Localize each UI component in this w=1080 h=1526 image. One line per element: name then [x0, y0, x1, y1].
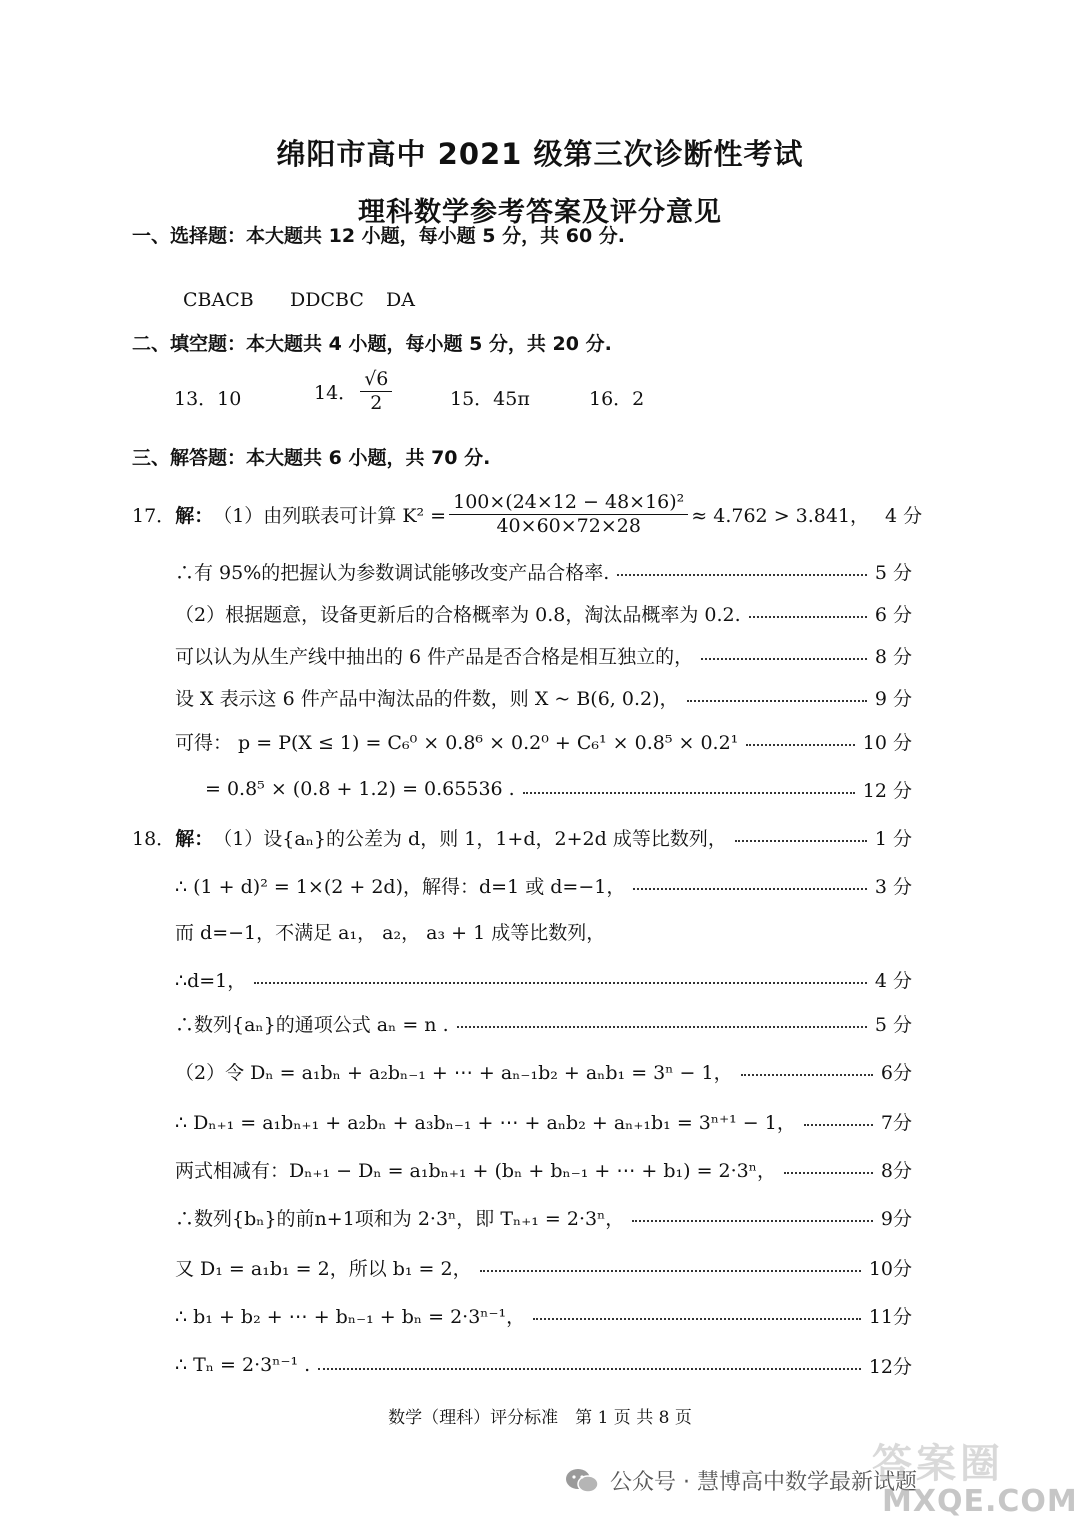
step-score: 11分 — [868, 1305, 912, 1328]
fill-answer-14 — [314, 368, 395, 415]
dot-leader — [741, 1074, 873, 1076]
q18-step — [175, 1350, 912, 1380]
step-score: 8分 — [880, 1159, 912, 1182]
watermark-logo-text: 答案圈 — [872, 1441, 1004, 1487]
fraction-numerator: √6 — [360, 368, 392, 392]
step-text: 而 d=−1，不满足 a₁， a₂， a₃ + 1 成等比数列， — [175, 921, 606, 944]
dot-leader — [735, 840, 867, 842]
watermark-text: 公众号 · 慧博高中数学最新试题 — [610, 1470, 917, 1495]
q17-step — [175, 726, 912, 756]
q18-step — [175, 916, 912, 946]
step-text: ∴ (1 + d)² = 1×(2 + 2d)，解得：d=1 或 d=−1， — [175, 875, 626, 898]
dot-leader — [254, 982, 867, 984]
dot-leader — [457, 1026, 867, 1028]
step-score: 6分 — [880, 1061, 912, 1084]
page-subtitle: 理科数学参考答案及评分意见 — [358, 197, 722, 228]
step-text: 设 X 表示这 6 件产品中淘汰品的件数，则 X ~ B(6, 0.2)， — [175, 687, 679, 710]
dot-leader — [804, 1124, 873, 1126]
q18-step — [175, 1252, 912, 1282]
step-text: 又 D₁ = a₁b₁ = 2，所以 b₁ = 2， — [175, 1257, 472, 1280]
q18-label: 18． — [132, 827, 176, 850]
watermark-site: MXQE.COM — [882, 1484, 1078, 1519]
dot-leader — [746, 744, 854, 746]
choice-answers-group2: DDCBC — [290, 289, 364, 311]
step-text: ∴ Dₙ₊₁ = a₁bₙ₊₁ + a₂bₙ + a₃bₙ₋₁ + ⋯ + aₙb₂ + aₙ₊₁b₁ = 3ⁿ⁺¹ − 1， — [175, 1111, 796, 1134]
section3-heading: 三、解答题：本大题共 6 小题，共 70 分. — [132, 447, 491, 469]
section1-heading: 一、选择题：本大题共 12 小题，每小题 5 分，共 60 分. — [132, 225, 626, 247]
step-score: 9 分 — [874, 687, 912, 710]
step-text: ∴d=1， — [175, 969, 247, 992]
dot-leader — [687, 700, 867, 702]
page-footer: 数学（理科）评分标准 第 1 页 共 8 页 — [388, 1408, 692, 1428]
step-score: 4 分 — [874, 969, 912, 992]
dot-leader — [784, 1172, 873, 1174]
step-text: 两式相减有：Dₙ₊₁ − Dₙ = a₁bₙ₊₁ + (bₙ + bₙ₋₁ + ⋯ + b₁) = 2·3ⁿ， — [175, 1159, 776, 1182]
q17-fraction-numerator: 100×(24×12 − 48×16)² — [449, 491, 688, 515]
q17-step — [175, 640, 912, 670]
step-text: 可得： p = P(X ≤ 1) = C₆⁰ × 0.8⁶ × 0.2⁰ + C₆¹ × 0.8⁵ × 0.2¹ — [175, 731, 739, 754]
step-score: 10 分 — [862, 731, 912, 754]
step-text: ∴ Tₙ = 2·3ⁿ⁻¹ . — [175, 1354, 311, 1376]
q18-step — [175, 1154, 912, 1184]
dot-leader — [749, 616, 867, 618]
q18-step — [175, 1202, 912, 1232]
step-score: 9分 — [880, 1207, 912, 1230]
q17-jie: 解： — [175, 504, 214, 527]
step-text: ∴数列{bₙ}的前n+1项和为 2·3ⁿ，即 Tₙ₊₁ = 2·3ⁿ， — [175, 1207, 625, 1230]
fill-answer-15: 15．45π — [450, 388, 530, 410]
q17-k2-fraction — [449, 491, 688, 538]
dot-leader — [617, 574, 867, 576]
step-text: （2）令 Dₙ = a₁bₙ + a₂bₙ₋₁ + ⋯ + aₙ₋₁b₂ + aₙb₁ = 3ⁿ − 1， — [175, 1061, 733, 1084]
step-score: 7分 — [880, 1111, 912, 1134]
step-score: 8 分 — [874, 645, 912, 668]
q17-line1-score: 4 分 — [885, 504, 923, 527]
q17-step — [175, 598, 912, 628]
q17-line1 — [132, 484, 923, 544]
dot-leader — [480, 1270, 861, 1272]
step-text: （2）根据题意，设备更新后的合格概率为 0.8，淘汰品概率为 0.2. — [175, 603, 741, 626]
fill-answer-14-label: 14． — [314, 381, 358, 404]
q18-step — [175, 1056, 912, 1086]
step-text: ∴有 95%的把握认为参数调试能够改变产品合格率. — [175, 561, 610, 584]
q18-step — [175, 870, 912, 900]
q17-fraction-denominator: 40×60×72×28 — [496, 514, 641, 537]
choice-answers-group3: DA — [386, 289, 415, 311]
q17-step — [175, 682, 912, 712]
q18-line1 — [132, 822, 912, 852]
q18-step — [175, 1106, 912, 1136]
fill-answer-14-fraction — [360, 368, 392, 415]
q18-jie: 解： — [175, 827, 214, 850]
fill-answer-13: 13．10 — [174, 388, 242, 410]
step-text: 可以认为从生产线中抽出的 6 件产品是否合格是相互独立的， — [175, 645, 694, 668]
fraction-denominator: 2 — [370, 391, 383, 414]
q17-line1-suffix: ≈ 4.762 > 3.841， — [691, 504, 870, 527]
dot-leader — [633, 888, 867, 890]
dot-leader — [533, 1318, 861, 1320]
q18-step — [175, 1008, 912, 1038]
wechat-icon — [565, 1467, 599, 1495]
step-score: 3 分 — [874, 875, 912, 898]
step-score: 10分 — [868, 1257, 912, 1280]
step-score: 5 分 — [874, 561, 912, 584]
q17-step — [175, 556, 912, 586]
step-score: 6 分 — [874, 603, 912, 626]
step-text: = 0.8⁵ × (0.8 + 1.2) = 0.65536 . — [205, 778, 515, 800]
dot-leader — [318, 1368, 861, 1370]
dot-leader — [632, 1220, 873, 1222]
q17-line1-prefix: （1）由列联表可计算 K² = — [213, 504, 447, 527]
step-text: ∴ b₁ + b₂ + ⋯ + bₙ₋₁ + bₙ = 2·3ⁿ⁻¹， — [175, 1305, 526, 1328]
step-text: ∴数列{aₙ}的通项公式 aₙ = n . — [175, 1013, 449, 1036]
step-score: 12 分 — [862, 779, 912, 802]
fill-answer-16: 16．2 — [589, 388, 645, 410]
q18-line1-score: 1 分 — [874, 827, 912, 850]
step-score: 12分 — [868, 1355, 912, 1378]
choice-answers-group1: CBACB — [183, 289, 254, 311]
section2-heading: 二、填空题：本大题共 4 小题，每小题 5 分，共 20 分. — [132, 333, 612, 355]
q18-line1-text: （1）设{aₙ}的公差为 d，则 1，1+d，2+2d 成等比数列， — [213, 827, 727, 850]
q18-step — [175, 1300, 912, 1330]
q17-label: 17． — [132, 504, 176, 527]
step-score: 5 分 — [874, 1013, 912, 1036]
dot-leader — [701, 658, 867, 660]
page-title: 绵阳市高中 2021 级第三次诊断性考试 — [276, 137, 804, 171]
q17-step — [205, 774, 912, 804]
watermark-logo — [842, 1432, 1078, 1522]
q18-step — [175, 964, 912, 994]
dot-leader — [523, 792, 855, 794]
